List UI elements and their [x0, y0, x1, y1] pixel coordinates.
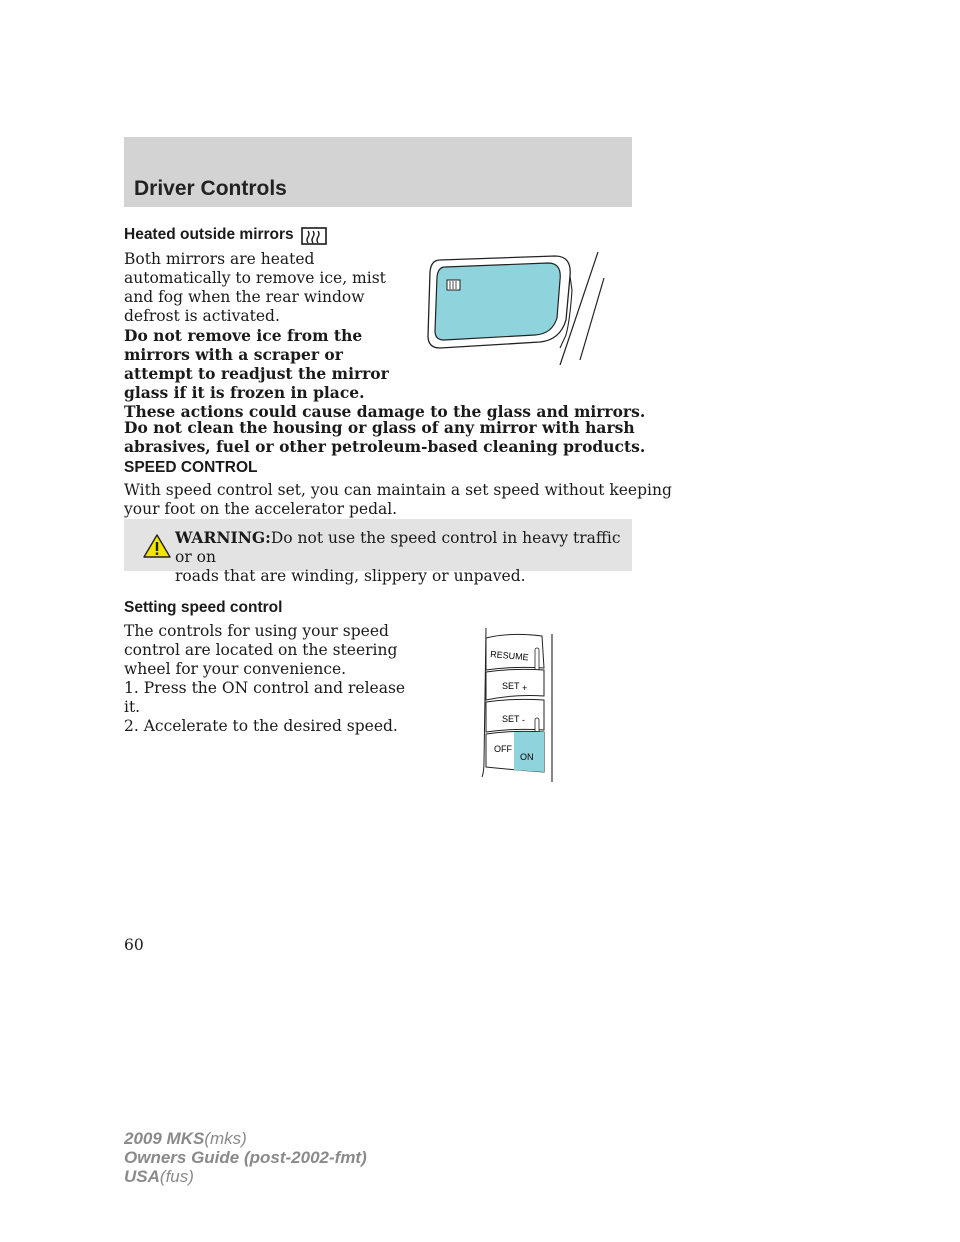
- text-line: control are located on the steering: [124, 641, 398, 659]
- footer-model: 2009 MKS: [124, 1129, 205, 1148]
- footer-model-code: (mks): [204, 1129, 247, 1148]
- text-line: mirrors with a scraper or: [124, 345, 343, 364]
- speed-control-intro: [124, 481, 672, 519]
- setting-paragraph: [124, 622, 397, 679]
- text-line: attempt to readjust the mirror: [124, 364, 389, 383]
- step-1: [124, 679, 405, 717]
- text-line: Both mirrors are heated: [124, 250, 315, 268]
- warning-line: roads that are winding, slippery or unpaved.: [175, 567, 526, 585]
- rear-defrost-icon: [300, 226, 330, 248]
- off-label: OFF: [494, 744, 512, 754]
- warning-text: [175, 528, 625, 586]
- warning-triangle-icon: [142, 533, 172, 559]
- section-header: [124, 137, 632, 207]
- text-line: glass if it is frozen in place.: [124, 383, 365, 402]
- mirrors-cleaning-caution: [124, 418, 645, 456]
- text-line: Do not clean the housing or glass of any mirror with harsh: [124, 418, 635, 437]
- text-line: With speed control set, you can maintain a set speed without keeping: [124, 481, 672, 499]
- resume-label: RESUME: [489, 649, 530, 663]
- text-line: abrasives, fuel or other petroleum-based cleaning products.: [124, 437, 646, 456]
- text-line: automatically to remove ice, mist: [124, 269, 386, 287]
- footer-region: USA: [124, 1167, 160, 1186]
- page-number: 60: [124, 936, 144, 954]
- on-label: ON: [520, 752, 534, 762]
- warning-label: WARNING:: [175, 528, 271, 547]
- set-plus-label: SET: [502, 681, 520, 691]
- plus-label: +: [522, 683, 528, 693]
- text-line: it.: [124, 698, 141, 716]
- mirror-defrost-icon: [447, 280, 460, 290]
- text-line: The controls for using your speed: [124, 622, 389, 640]
- speed-control-switch-illustration: [470, 622, 560, 782]
- footer-region-code: (fus): [159, 1167, 194, 1186]
- mirror-illustration: [420, 250, 610, 370]
- text-line: and fog when the rear window: [124, 288, 365, 306]
- text-line: wheel for your convenience.: [124, 660, 347, 678]
- off-on-button: [486, 731, 544, 772]
- mirrors-heading-text: Heated outside mirrors: [124, 226, 294, 243]
- warning-line: Do not use the speed control in heavy traffic or on: [175, 529, 621, 566]
- set-minus-label: SET: [502, 714, 520, 724]
- minus-label: -: [522, 715, 525, 725]
- text-line: Do not remove ice from the: [124, 326, 363, 345]
- text-line: These actions could cause damage to the glass and mirrors.: [124, 402, 646, 421]
- step-2: 2. Accelerate to the desired speed.: [124, 717, 398, 735]
- setting-speed-heading: Setting speed control: [124, 599, 283, 616]
- text-line: 1. Press the ON control and release: [124, 679, 406, 697]
- text-line: your foot on the accelerator pedal.: [124, 500, 398, 518]
- set-plus-button: [486, 669, 544, 700]
- speed-control-heading: SPEED CONTROL: [124, 459, 258, 476]
- text-line: defrost is activated.: [124, 307, 280, 325]
- section-title: Driver Controls: [134, 177, 287, 200]
- document-footer: [124, 1129, 367, 1186]
- footer-guide: Owners Guide (post-2002-fmt): [124, 1148, 367, 1167]
- mirrors-heading: [124, 226, 294, 244]
- mirrors-paragraph: [124, 250, 386, 326]
- warning-box: [124, 519, 632, 585]
